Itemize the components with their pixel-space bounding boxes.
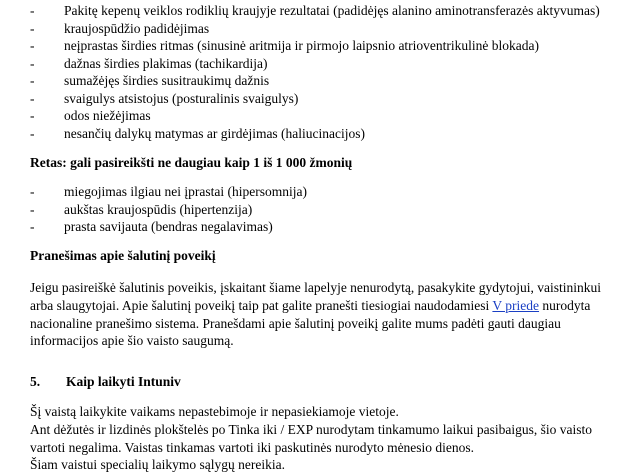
list-item: - kraujospūdžio padidėjimas: [30, 20, 210, 36]
list-item: - neįprastas širdies ritmas (sinusinė aritmija ir pirmojo laipsnio atrioventrikulinė blokada): [30, 38, 540, 53]
list-item: - prasta savijauta (bendras negalavimas): [30, 219, 273, 234]
storage-paragraph: [30, 403, 626, 474]
storage-line: Šiam vaistui specialių laikymo sąlygų nereikia.: [30, 457, 285, 473]
side-effects-list: [30, 2, 626, 142]
list-item: - dažnas širdies plakimas (tachikardija): [30, 55, 268, 71]
report-paragraph: Jeigu pasireiškė šalutinis poveikis, įskaitant šiame lapelyje nenurodytą, pasakykite gydytojui, vaistininkui arba slaugytojai. Apie šalutinį poveikį taip pat galite pranešti tiesiogiai naudodamiesi V priede nurodyta nacionaline pranešimo sistema. Pranešdami apie šalutinį poveikį galite mums padėti gauti daugiau informacijos apie šio vaisto saugumą.: [30, 280, 602, 349]
list-item: - sumažėjęs širdies susitraukimų dažnis: [30, 73, 270, 88]
rare-heading: Retas: gali pasireikšti ne daugiau kaip 1 iš 1 000 žmonių: [30, 155, 353, 170]
list-item: - aukštas kraujospūdis (hipertenzija): [30, 201, 253, 217]
section-number: 5.: [30, 374, 41, 389]
storage-line: Šį vaistą laikykite vaikams nepastebimoje ir nepasiekiamoje vietoje.: [30, 404, 399, 419]
appendix-v-link[interactable]: V priede: [492, 297, 540, 313]
storage-line: Ant dėžutės ir lizdinės plokštelės po Tinka iki / EXP nurodytam tinkamumo laikui pasibaigus, šio vaisto vartoti negalima. Vaistas tinkamas vartoti iki paskutinės nurodyto mėnesio dienos.: [30, 421, 592, 455]
list-item: - svaigulys atsistojus (posturalinis svaigulys): [30, 90, 299, 106]
list-item: - odos niežėjimas: [30, 108, 151, 123]
section-heading: [30, 373, 626, 391]
list-item: - miegojimas ilgiau nei įprastai (hipersomnija): [30, 184, 307, 199]
list-item: - Pakitę kepenų veiklos rodiklių kraujyje rezultatai (padidėjęs alanino aminotransferazės aktyvumas): [30, 3, 600, 18]
report-heading: Pranešimas apie šalutinį poveikį: [30, 248, 216, 263]
section-title: Kaip laikyti Intuniv: [66, 374, 181, 389]
rare-side-effects-list: [30, 183, 626, 236]
list-item: - nesančių dalykų matymas ar girdėjimas (haliucinacijos): [30, 125, 366, 141]
